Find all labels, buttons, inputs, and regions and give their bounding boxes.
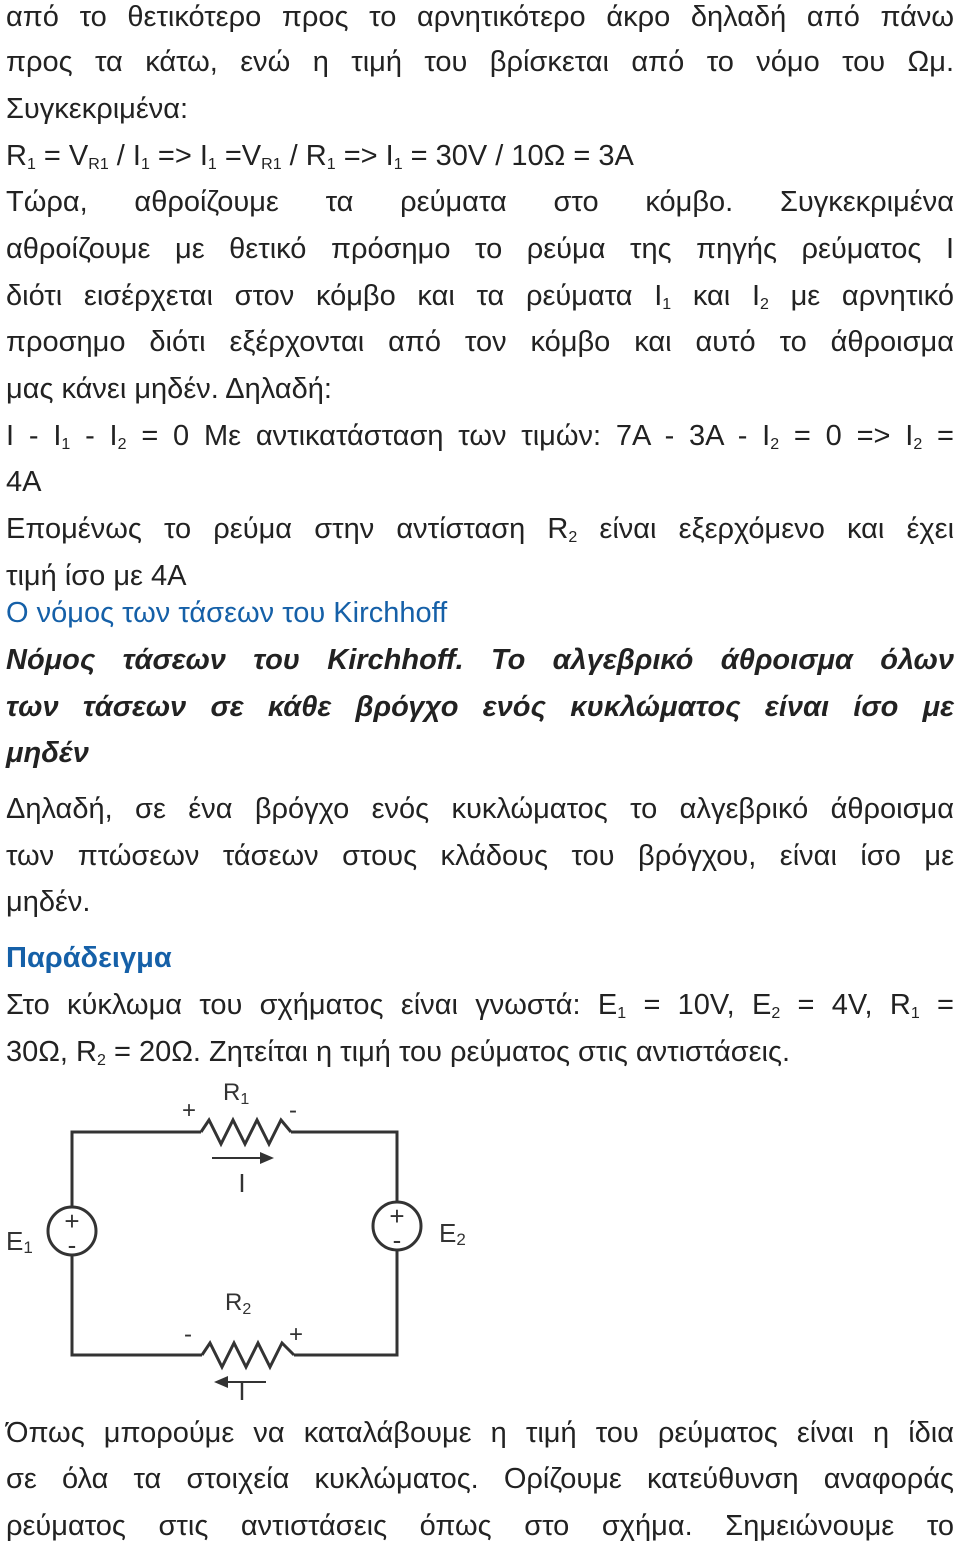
text-line: προσημο διότι εξέρχονται από τον κόμβο και αυτό το άθροισμα [6, 326, 954, 358]
text-line: προς τα κάτω, ενώ η τιμή του βρίσκεται από το νόμο του Ωμ. [6, 46, 954, 78]
text-line: από το θετικότερο προς το αρνητικότερο άκρο δηλαδή από πάνω [6, 1, 954, 33]
text-line: μας κάνει μηδέν. Δηλαδή: [6, 373, 332, 405]
text-line: 4Α [6, 466, 42, 498]
e2-minus: - [392, 1225, 402, 1255]
equation-kcl: $I - I_1 - I_2 = 0$ Με αντικατάσταση των τιμών: $7A - 3A - I_2 = 0 => I_2$ = [6, 420, 954, 453]
circuit-wires [72, 1132, 397, 1355]
arrow-head-left [214, 1376, 228, 1388]
text-line: μηδέν. [6, 886, 91, 918]
e2-label: E2 [439, 1218, 466, 1249]
equation-ohm: $R_1 = V_{R1} / I_1 => I_1 =V_{R1} / R_1 => I_1 = 30V / 10\Omega = 3A$ [6, 140, 634, 173]
arrow-head-right [260, 1152, 274, 1164]
text-line: Επομένως το ρεύμα στην αντίσταση $R_2$ είναι εξερχόμενο και έχει [6, 513, 955, 546]
text-line: Όπως μπορούμε να καταλάβουμε η τιμή του ρεύματος είναι η ίδια [6, 1417, 954, 1449]
e1-plus: + [64, 1206, 80, 1236]
law-statement: των τάσεων σε κάθε βρόγχο ενός κυκλώματος είναι ίσο με [6, 691, 954, 723]
text-line: Τώρα, αθροίζουμε τα ρεύματα στο κόμβο. Συγκεκριμένα [6, 186, 954, 218]
text-line: Συγκεκριμένα: [6, 93, 189, 125]
current-label-top: I [238, 1168, 246, 1198]
law-statement: Νόμος τάσεων του Kirchhoff. Το αλγεβρικό άθροισμα όλων [6, 644, 954, 676]
r1-minus: - [289, 1097, 297, 1124]
text-line: διότι εισέρχεται στον κόμβο και τα ρεύματα $I_1$ και $I_2$ με αρνητικό [6, 280, 954, 313]
r1-label: R1 [223, 1079, 250, 1108]
law-statement: μηδέν [6, 737, 89, 769]
r2-plus: + [289, 1321, 304, 1348]
r1-plus: + [182, 1097, 197, 1124]
text-line: ρεύματος στις αντιστάσεις όπως στο σχήμα. Σημειώνουμε το [6, 1510, 954, 1542]
text-line: Δηλαδή, σε ένα βρόγχο ενός κυκλώματος το αλγεβρικό άθροισμα [6, 793, 954, 825]
example-heading: Παράδειγμα [6, 942, 172, 974]
text-line: σε όλα τα στοιχεία κυκλώματος. Ορίζουμε κατεύθυνση αναφοράς [6, 1463, 954, 1495]
text-line: αθροίζουμε με θετικό πρόσημο το ρεύμα της πηγής ρεύματος Ι [6, 233, 954, 265]
e1-minus: - [67, 1230, 77, 1260]
text-line: Στο κύκλωμα του σχήματος είναι γνωστά: $E_1 = 10V$, $E_2 = 4V$, $R_1$ = [6, 989, 954, 1022]
r2-minus: - [184, 1321, 192, 1348]
resistor-r2 [202, 1343, 294, 1367]
current-label-bottom: I [238, 1376, 246, 1402]
text-line: 30Ω, $R_2 = 20\Omega$. Ζητείται η τιμή του ρεύματος στις αντιστάσεις. [6, 1036, 791, 1069]
e1-label: E1 [6, 1226, 33, 1257]
text-line: των πτώσεων τάσεων στους κλάδους του βρόγχου, είναι ίσο με [6, 840, 954, 872]
r2-label: R2 [225, 1289, 252, 1318]
circuit-diagram [6, 1072, 486, 1402]
text-line: τιμή ίσο με 4Α [6, 560, 187, 592]
section-heading-link[interactable]: Ο νόμος των τάσεων του Kirchhoff [6, 597, 448, 629]
e2-plus: + [389, 1201, 405, 1231]
resistor-r1 [201, 1120, 291, 1144]
